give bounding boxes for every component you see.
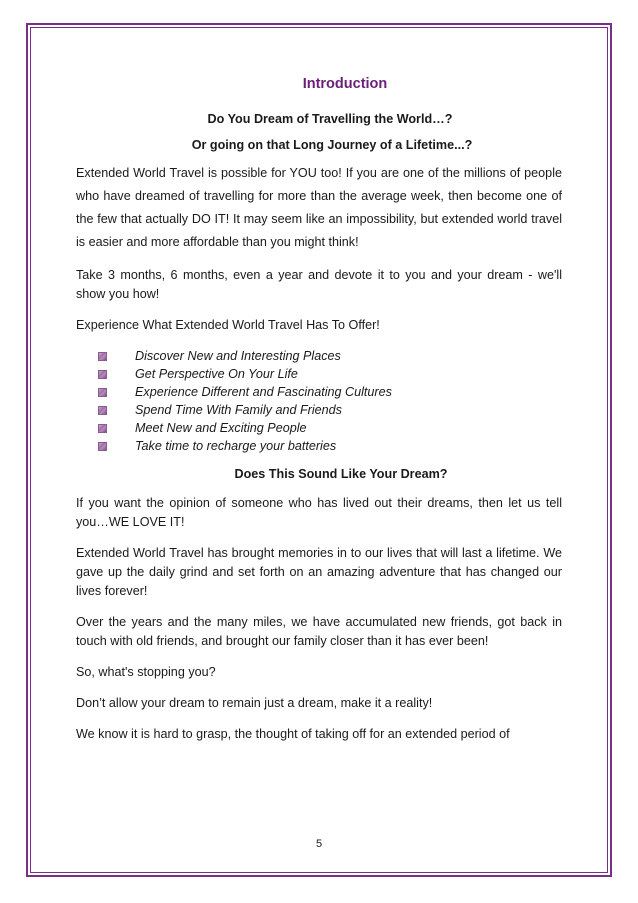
page-number: 5 [315, 838, 323, 850]
bullet-square-icon [98, 442, 107, 451]
list-item-label: Meet New and Exciting People [135, 421, 307, 435]
bullet-square-icon [98, 388, 107, 397]
page-content [76, 76, 562, 756]
paragraph-make-reality: Don’t allow your dream to remain just a dream, make it a reality! [76, 696, 433, 710]
list-item [76, 401, 562, 419]
paragraph-intro: Extended World Travel is possible for YOU too! If you are one of the millions of people who have dreamed of travelling for more than the average week, then become one of the few that actually DO IT! It may seem like an impossibility, but extended world travel is easier and more affordable than you might think! [76, 166, 562, 249]
subheading-long-journey: Or going on that Long Journey of a Lifetime...? [191, 138, 473, 152]
paragraph-opinion: If you want the opinion of someone who has lived out their dreams, then let us tell you…WE LOVE IT! [76, 496, 562, 529]
list-item-label: Take time to recharge your batteries [135, 439, 337, 453]
paragraph-experience: Experience What Extended World Travel Has To Offer! [76, 318, 380, 332]
bullet-square-icon [98, 352, 107, 361]
list-item [76, 437, 562, 455]
list-item-label: Discover New and Interesting Places [135, 349, 341, 363]
list-item-label: Get Perspective On Your Life [135, 367, 298, 381]
bullet-square-icon [98, 406, 107, 415]
list-item-label: Spend Time With Family and Friends [135, 403, 342, 417]
bullet-square-icon [98, 370, 107, 379]
paragraph-take-months: Take 3 months, 6 months, even a year and devote it to you and your dream - we'll show you how! [76, 268, 562, 301]
paragraph-years-miles: Over the years and the many miles, we have accumulated new friends, got back in touch with old friends, and brought our family closer than it has ever been! [76, 615, 562, 648]
benefits-list [76, 347, 562, 455]
page-title: Introduction [302, 76, 388, 92]
paragraph-hard-to-grasp: We know it is hard to grasp, the thought of taking off for an extended period of [76, 727, 510, 741]
subheading-sound-like-dream: Does This Sound Like Your Dream? [234, 467, 448, 481]
subheading-dream-travel: Do You Dream of Travelling the World…? [207, 112, 453, 126]
paragraph-memories: Extended World Travel has brought memories in to our lives that will last a lifetime. We gave up the daily grind and set forth on an amazing adventure that has changed our lives forever! [76, 546, 562, 598]
list-item [76, 419, 562, 437]
list-item [76, 347, 562, 365]
list-item [76, 383, 562, 401]
bullet-square-icon [98, 424, 107, 433]
list-item-label: Experience Different and Fascinating Cultures [135, 385, 392, 399]
paragraph-stopping: So, what's stopping you? [76, 665, 216, 679]
list-item [76, 365, 562, 383]
